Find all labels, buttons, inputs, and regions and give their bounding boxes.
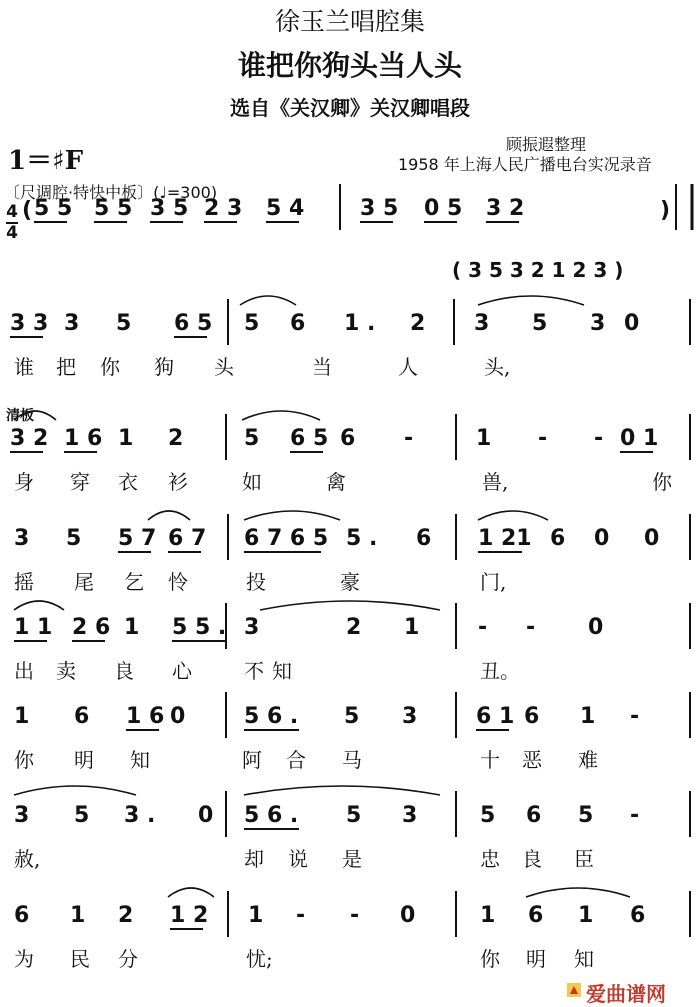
note-s2-10: - bbox=[594, 426, 604, 451]
note-s7-4: 1 bbox=[248, 903, 264, 928]
lyric-s7-3: 忧; bbox=[246, 947, 273, 971]
note-s0-5: 3 5 bbox=[360, 196, 399, 221]
note-s5-10: - bbox=[630, 704, 640, 729]
slur-s2b bbox=[242, 411, 320, 420]
slur-s3a bbox=[148, 511, 190, 520]
note-s4-8: - bbox=[526, 615, 536, 640]
lyric-s5-3: 阿 bbox=[242, 748, 262, 772]
note-s0-2: 3 5 bbox=[150, 196, 189, 221]
lyric-s1-0: 谁 bbox=[14, 355, 34, 379]
slur-s4b bbox=[260, 601, 440, 610]
note-s7-6: - bbox=[350, 903, 360, 928]
slur-s4a bbox=[14, 601, 64, 610]
note-s6-7: 5 bbox=[480, 803, 496, 828]
lyric-s4-5: 知 bbox=[272, 659, 292, 683]
lyric-s4-1: 卖 bbox=[56, 659, 76, 683]
note-s6-10: - bbox=[630, 803, 640, 828]
slur-s3b bbox=[244, 511, 340, 520]
note-s3-5: 5 . bbox=[346, 526, 378, 551]
note-s1-9: 5 bbox=[532, 311, 548, 336]
time-signature-bottom: 4 bbox=[6, 223, 18, 243]
lyric-s6-5: 良 bbox=[522, 847, 542, 871]
lyric-s2-6: 兽, bbox=[482, 470, 509, 494]
note-s7-2: 2 bbox=[118, 903, 134, 928]
note-s7-11: 6 bbox=[630, 903, 646, 928]
slur-s2a bbox=[14, 411, 56, 420]
lyric-s4-3: 心 bbox=[172, 659, 192, 683]
note-s2-2: 1 bbox=[118, 426, 134, 451]
note-s1-3: 6 5 bbox=[174, 311, 213, 336]
note-s6-5: 5 bbox=[346, 803, 362, 828]
note-s0-7: 3 2 bbox=[486, 196, 525, 221]
note-s5-7: 6 1 bbox=[476, 704, 515, 729]
note-s2-7: - bbox=[404, 426, 414, 451]
lyric-s1-3: 狗 bbox=[154, 355, 174, 379]
note-s4-9: 0 bbox=[588, 615, 604, 640]
note-s3-6: 6 bbox=[416, 526, 432, 551]
note-s2-11: 0 1 bbox=[620, 426, 659, 451]
note-s3-3: 6 7 bbox=[168, 526, 207, 551]
jiaban-marking: 清板 bbox=[6, 408, 34, 424]
lyric-s2-4: 如 bbox=[242, 470, 262, 494]
note-s1-11: 0 bbox=[624, 311, 640, 336]
lyric-s1-1: 把 bbox=[56, 355, 76, 379]
lyric-s5-4: 合 bbox=[286, 748, 306, 772]
note-s6-2: 3 . bbox=[124, 803, 156, 828]
lyric-s3-5: 豪 bbox=[340, 570, 360, 594]
recording-credit: 1958 年上海人民广播电台实况录音 bbox=[398, 155, 652, 174]
lyric-s5-6: 十 bbox=[480, 748, 500, 772]
tempo-marking: 〔尺调腔·特快中板〕(♩=300) bbox=[4, 183, 218, 202]
lyric-s2-1: 穿 bbox=[70, 470, 90, 494]
note-s2-9: - bbox=[538, 426, 548, 451]
repeat-close-paren: ) bbox=[660, 198, 671, 223]
note-s7-1: 1 bbox=[70, 903, 86, 928]
lyric-s3-1: 尾 bbox=[74, 570, 94, 594]
logo-icon bbox=[566, 982, 582, 998]
note-s7-0: 6 bbox=[14, 903, 30, 928]
source-subtitle: 选自《关汉卿》关汉卿唱段 bbox=[230, 96, 470, 120]
slur-s3c bbox=[478, 511, 548, 520]
note-s5-3: 0 bbox=[170, 704, 186, 729]
lyric-s2-5: 禽 bbox=[326, 470, 346, 494]
lyric-s7-4: 你 bbox=[480, 947, 500, 971]
note-s7-3: 1 2 bbox=[170, 903, 209, 928]
note-s5-4: 5 6 . bbox=[244, 704, 299, 729]
note-s3-2: 5 7 bbox=[118, 526, 157, 551]
note-s2-8: 1 bbox=[476, 426, 492, 451]
note-s1-5: 6 bbox=[290, 311, 306, 336]
lyric-s7-1: 民 bbox=[70, 947, 90, 971]
note-s4-0: 1 1 bbox=[14, 615, 53, 640]
lyric-s6-6: 臣 bbox=[574, 847, 594, 871]
note-s4-4: 3 bbox=[244, 615, 260, 640]
song-title: 谁把你狗头当人头 bbox=[237, 49, 462, 82]
note-s3-0: 3 bbox=[14, 526, 30, 551]
note-s1-2: 5 bbox=[116, 311, 132, 336]
note-s5-0: 1 bbox=[14, 704, 30, 729]
note-s4-3: 5 5 . bbox=[172, 615, 227, 640]
lyric-s6-1: 却 bbox=[244, 847, 264, 871]
slur-s7a bbox=[168, 888, 214, 897]
note-s3-8: 6 bbox=[550, 526, 566, 551]
note-s1-1: 3 bbox=[64, 311, 80, 336]
note-s7-8: 1 bbox=[480, 903, 496, 928]
note-s7-10: 1 bbox=[578, 903, 594, 928]
lyric-s3-2: 乞 bbox=[124, 570, 144, 594]
note-s1-4: 5 bbox=[244, 311, 260, 336]
note-s0-4: 5 4 bbox=[266, 196, 305, 221]
note-s1-8: 3 bbox=[474, 311, 490, 336]
note-s2-5: 6 5 bbox=[290, 426, 329, 451]
note-s7-5: - bbox=[296, 903, 306, 928]
note-s6-9: 5 bbox=[578, 803, 594, 828]
lyric-s1-2: 你 bbox=[100, 355, 120, 379]
slur-s1a bbox=[240, 296, 296, 305]
note-s5-5: 5 bbox=[344, 704, 360, 729]
lyric-s2-0: 身 bbox=[14, 470, 34, 494]
alternate-phrase: ( 3 5 3 2 1 2 3 ) bbox=[452, 258, 624, 282]
note-s2-4: 5 bbox=[244, 426, 260, 451]
lyric-s1-5: 当 bbox=[312, 355, 332, 379]
lyric-s1-7: 头, bbox=[484, 355, 511, 379]
repeat-open-paren: ( bbox=[22, 198, 33, 223]
note-s0-1: 5 5 bbox=[94, 196, 133, 221]
note-s3-10: 0 bbox=[644, 526, 660, 551]
lyric-s4-6: 丑。 bbox=[480, 659, 520, 683]
lyric-s7-0: 为 bbox=[14, 947, 34, 971]
note-s7-7: 0 bbox=[400, 903, 416, 928]
lyric-s7-6: 知 bbox=[574, 947, 594, 971]
lyric-s3-6: 门, bbox=[480, 570, 507, 594]
lyric-s7-5: 明 bbox=[526, 947, 546, 971]
note-s6-4: 5 6 . bbox=[244, 803, 299, 828]
arranger-credit: 顾振遐整理 bbox=[506, 135, 587, 154]
note-s2-1: 1 6 bbox=[64, 426, 103, 451]
lyric-s2-3: 衫 bbox=[168, 470, 188, 494]
lyric-s5-1: 明 bbox=[74, 748, 94, 772]
series-title: 徐玉兰唱腔集 bbox=[274, 7, 425, 36]
slur-s6a bbox=[14, 786, 136, 795]
lyric-s6-3: 是 bbox=[342, 847, 362, 871]
note-s4-6: 1 bbox=[404, 615, 420, 640]
lyric-s5-8: 难 bbox=[578, 748, 598, 772]
key-signature: 1＝♯F bbox=[8, 146, 84, 176]
note-s2-3: 2 bbox=[168, 426, 184, 451]
note-s1-10: 3 bbox=[590, 311, 606, 336]
note-s0-0: 5 5 bbox=[34, 196, 73, 221]
note-s2-0: 3 2 bbox=[10, 426, 49, 451]
note-s5-6: 3 bbox=[402, 704, 418, 729]
slur-s6b bbox=[244, 786, 440, 795]
lyric-s7-2: 分 bbox=[118, 947, 138, 971]
note-s2-6: 6 bbox=[340, 426, 356, 451]
lyric-s3-0: 摇 bbox=[14, 570, 34, 594]
lyric-s6-0: 赦, bbox=[14, 847, 41, 871]
lyric-s5-7: 恶 bbox=[522, 748, 542, 772]
time-signature-top: 4 bbox=[6, 202, 18, 222]
lyric-s2-7: 你 bbox=[652, 470, 672, 494]
note-s3-9: 0 bbox=[594, 526, 610, 551]
slur-s7b bbox=[526, 888, 630, 897]
note-s6-1: 5 bbox=[74, 803, 90, 828]
note-s5-8: 6 bbox=[524, 704, 540, 729]
note-s1-6: 1 . bbox=[344, 311, 376, 336]
note-s3-7: 1 21 bbox=[478, 526, 532, 551]
note-s4-2: 1 bbox=[124, 615, 140, 640]
note-s6-8: 6 bbox=[526, 803, 542, 828]
lyric-s3-4: 投 bbox=[246, 570, 266, 594]
note-s6-6: 3 bbox=[402, 803, 418, 828]
note-s6-0: 3 bbox=[14, 803, 30, 828]
watermark: 爱曲谱网 bbox=[586, 982, 666, 1006]
note-s5-2: 1 6 bbox=[126, 704, 165, 729]
lyric-s1-6: 人 bbox=[398, 355, 418, 379]
note-s1-0: 3 3 bbox=[10, 311, 49, 336]
note-s4-7: - bbox=[478, 615, 488, 640]
lyric-s4-0: 出 bbox=[14, 659, 34, 683]
note-s3-4: 6 7 6 5 bbox=[244, 526, 329, 551]
lyric-s6-2: 说 bbox=[288, 847, 308, 871]
lyric-s6-4: 忠 bbox=[480, 847, 500, 871]
lyric-s4-2: 良 bbox=[114, 659, 134, 683]
slur-s1b bbox=[478, 296, 584, 305]
note-s0-6: 0 5 bbox=[424, 196, 463, 221]
note-s5-9: 1 bbox=[580, 704, 596, 729]
note-s4-5: 2 bbox=[346, 615, 362, 640]
note-s1-7: 2 bbox=[410, 311, 426, 336]
lyric-s5-0: 你 bbox=[14, 748, 34, 772]
lyric-s5-5: 马 bbox=[342, 748, 362, 772]
note-s3-1: 5 bbox=[66, 526, 82, 551]
note-s5-1: 6 bbox=[74, 704, 90, 729]
note-s7-9: 6 bbox=[528, 903, 544, 928]
lyric-s3-3: 怜 bbox=[168, 570, 188, 594]
lyric-s4-4: 不 bbox=[244, 659, 264, 683]
note-s4-1: 2 6 bbox=[72, 615, 111, 640]
note-s0-3: 2 3 bbox=[204, 196, 243, 221]
lyric-s5-2: 知 bbox=[130, 748, 150, 772]
lyric-s2-2: 衣 bbox=[118, 470, 138, 494]
lyric-s1-4: 头 bbox=[214, 355, 234, 379]
note-s6-3: 0 bbox=[198, 803, 214, 828]
